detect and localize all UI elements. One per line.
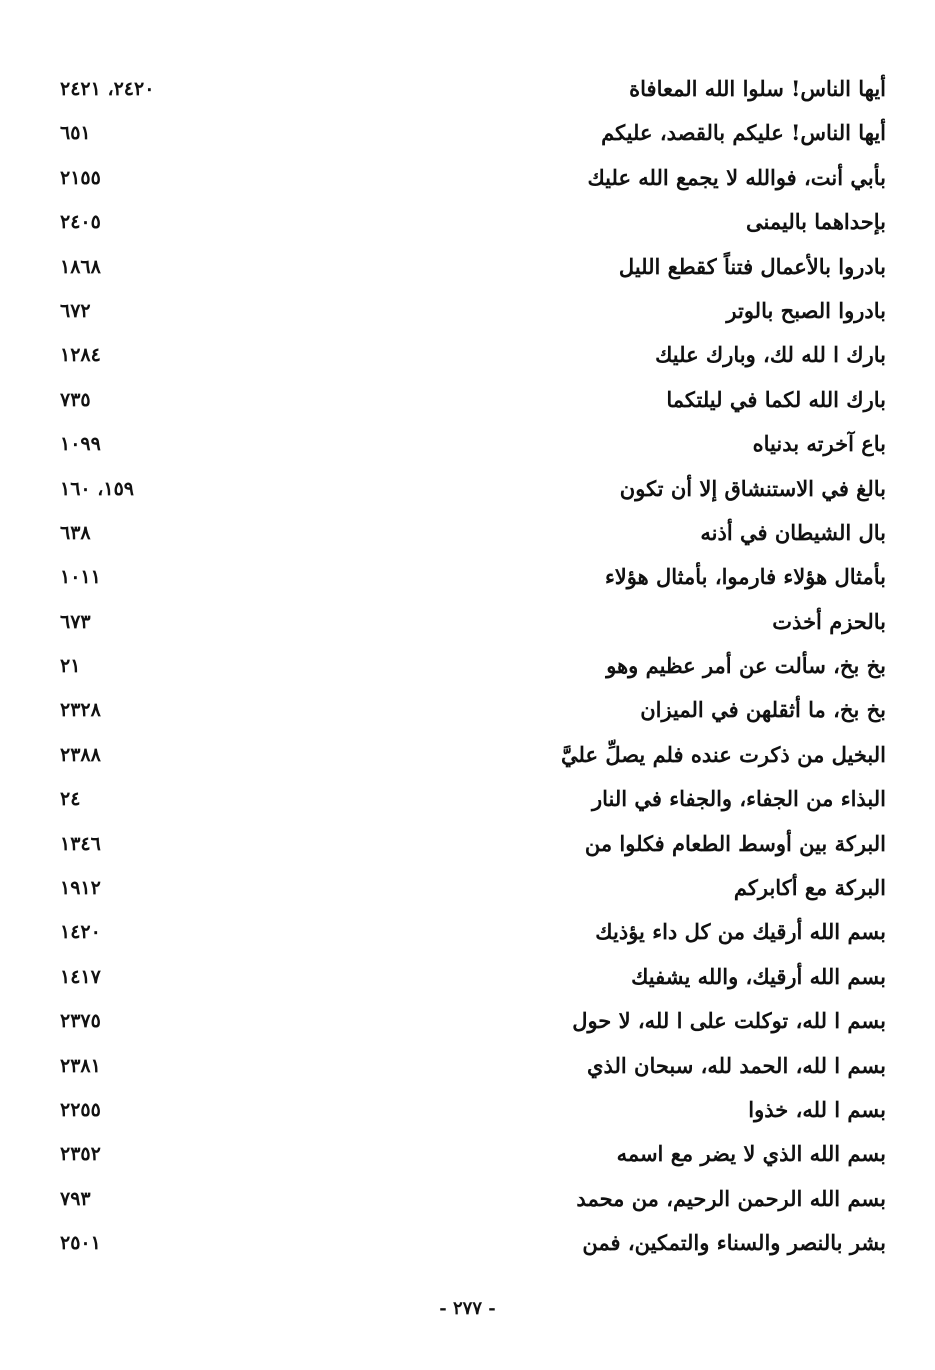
entry-text: بالحزم أخذت	[772, 608, 886, 634]
entry-reference: ٧٩٣	[60, 1187, 91, 1210]
list-item	[50, 116, 886, 160]
entry-reference: ٢٤٢٠، ٢٤٢١	[60, 78, 155, 100]
entry-text: بارك الله لكما في ليلتكما	[666, 386, 886, 412]
entry-reference: ٢٣٢٨	[60, 699, 101, 722]
entry-reference: ٦٣٨	[60, 521, 91, 544]
entry-reference: ٢٣٨١	[60, 1054, 101, 1077]
entry-reference: ٢٢٥٥	[60, 1098, 101, 1121]
entry-reference: ٢٤٠٥	[60, 211, 101, 234]
entry-reference: ١٠٩٩	[60, 433, 101, 456]
entry-text: باع آخرته بدنياه	[752, 431, 886, 457]
entry-reference: ٦٧٢	[60, 299, 91, 322]
entry-text: بالغ في الاستنشاق إلا أن تكون	[619, 475, 886, 501]
list-item	[50, 72, 886, 116]
entry-reference: ١٩١٢	[60, 877, 101, 900]
entry-reference: ٧٣٥	[60, 388, 91, 411]
entry-text: بسم الله الذي لا يضر مع اسمه	[616, 1141, 886, 1167]
page-number: - ٢٧٧ -	[439, 1298, 496, 1319]
entry-text: بسم ا لله، الحمد لله، سبحان الذي	[587, 1052, 886, 1078]
list-item	[50, 649, 886, 693]
list-item	[50, 1093, 886, 1137]
list-item	[50, 738, 886, 782]
entry-text: بخ بخ، ما أثقلهن في الميزان	[640, 697, 886, 723]
list-item	[50, 516, 886, 560]
entry-text: بسم ا لله، خذوا	[748, 1096, 886, 1122]
list-item	[50, 250, 886, 294]
entry-text: بشر بالنصر والسناء والتمكين، فمن	[582, 1230, 886, 1256]
list-item	[50, 960, 886, 1004]
entry-reference: ٢٣٨٨	[60, 743, 101, 766]
entry-text: البركة بين أوسط الطعام فكلوا من	[584, 830, 886, 856]
entry-reference: ١٠١١	[60, 566, 101, 589]
list-item	[50, 827, 886, 871]
list-item	[50, 161, 886, 205]
entry-text: أيها الناس! عليكم بالقصد، عليكم	[601, 120, 886, 146]
entry-text: بإحداهما باليمنى	[746, 209, 886, 235]
list-item	[50, 693, 886, 737]
list-item	[50, 1004, 886, 1048]
entry-reference: ٢١٥٥	[60, 166, 101, 189]
list-item	[50, 782, 886, 826]
entry-reference: ١٥٩، ١٦٠	[60, 477, 134, 500]
entry-text: البخيل من ذكرت عنده فلم يصلِّ عليَّ	[561, 741, 886, 767]
entry-text: بسم الله أرقيك، والله يشفيك	[631, 963, 886, 989]
entry-text: بسم الله أرقيك من كل داء يؤذيك	[595, 919, 886, 945]
entry-reference: ١٢٨٤	[60, 344, 101, 367]
entry-reference: ٦٥١	[60, 122, 91, 145]
hadith-index-list	[50, 72, 886, 1271]
entry-text: بارك ا لله لك، وبارك عليك	[655, 342, 886, 368]
list-item	[50, 1049, 886, 1093]
entry-text: بسم ا لله، توكلت على ا لله، لا حول	[572, 1008, 886, 1034]
entry-reference: ٢٣٧٥	[60, 1010, 101, 1033]
list-item	[50, 427, 886, 471]
entry-reference: ٢٥٠١	[60, 1232, 101, 1255]
list-item	[50, 338, 886, 382]
list-item	[50, 1226, 886, 1270]
entry-text: بسم الله الرحمن الرحيم، من محمد	[576, 1185, 886, 1211]
list-item	[50, 205, 886, 249]
list-item	[50, 605, 886, 649]
entry-reference: ٢١	[60, 655, 81, 678]
entry-text: البركة مع أكابركم	[733, 875, 886, 901]
entry-text: البذاء من الجفاء، والجفاء في النار	[591, 786, 886, 812]
entry-text: بال الشيطان في أذنه	[700, 519, 886, 545]
entry-reference: ١٣٤٦	[60, 832, 101, 855]
list-item	[50, 915, 886, 959]
list-item	[50, 472, 886, 516]
entry-reference: ١٤٢٠	[60, 921, 101, 944]
entry-text: بخ بخ، سألت عن أمر عظيم وهو	[606, 653, 886, 679]
list-item	[50, 560, 886, 604]
list-item	[50, 1137, 886, 1181]
entry-text: بأبي أنت، فوالله لا يجمع الله عليك	[587, 164, 886, 190]
list-item	[50, 1182, 886, 1226]
entry-reference: ٦٧٣	[60, 610, 91, 633]
entry-reference: ١٨٦٨	[60, 255, 101, 278]
entry-text: بأمثال هؤلاء فارموا، بأمثال هؤلاء	[604, 564, 886, 590]
entry-reference: ١٤١٧	[60, 965, 101, 988]
entry-reference: ٢٤	[60, 788, 81, 811]
entry-text: بادروا الصبح بالوتر	[726, 297, 886, 323]
entry-reference: ٢٣٥٢	[60, 1143, 101, 1166]
list-item	[50, 871, 886, 915]
entry-text: بادروا بالأعمال فتناً كقطع الليل	[618, 253, 886, 279]
list-item	[50, 383, 886, 427]
list-item	[50, 294, 886, 338]
entry-text: أيها الناس! سلوا الله المعافاة	[629, 76, 886, 101]
